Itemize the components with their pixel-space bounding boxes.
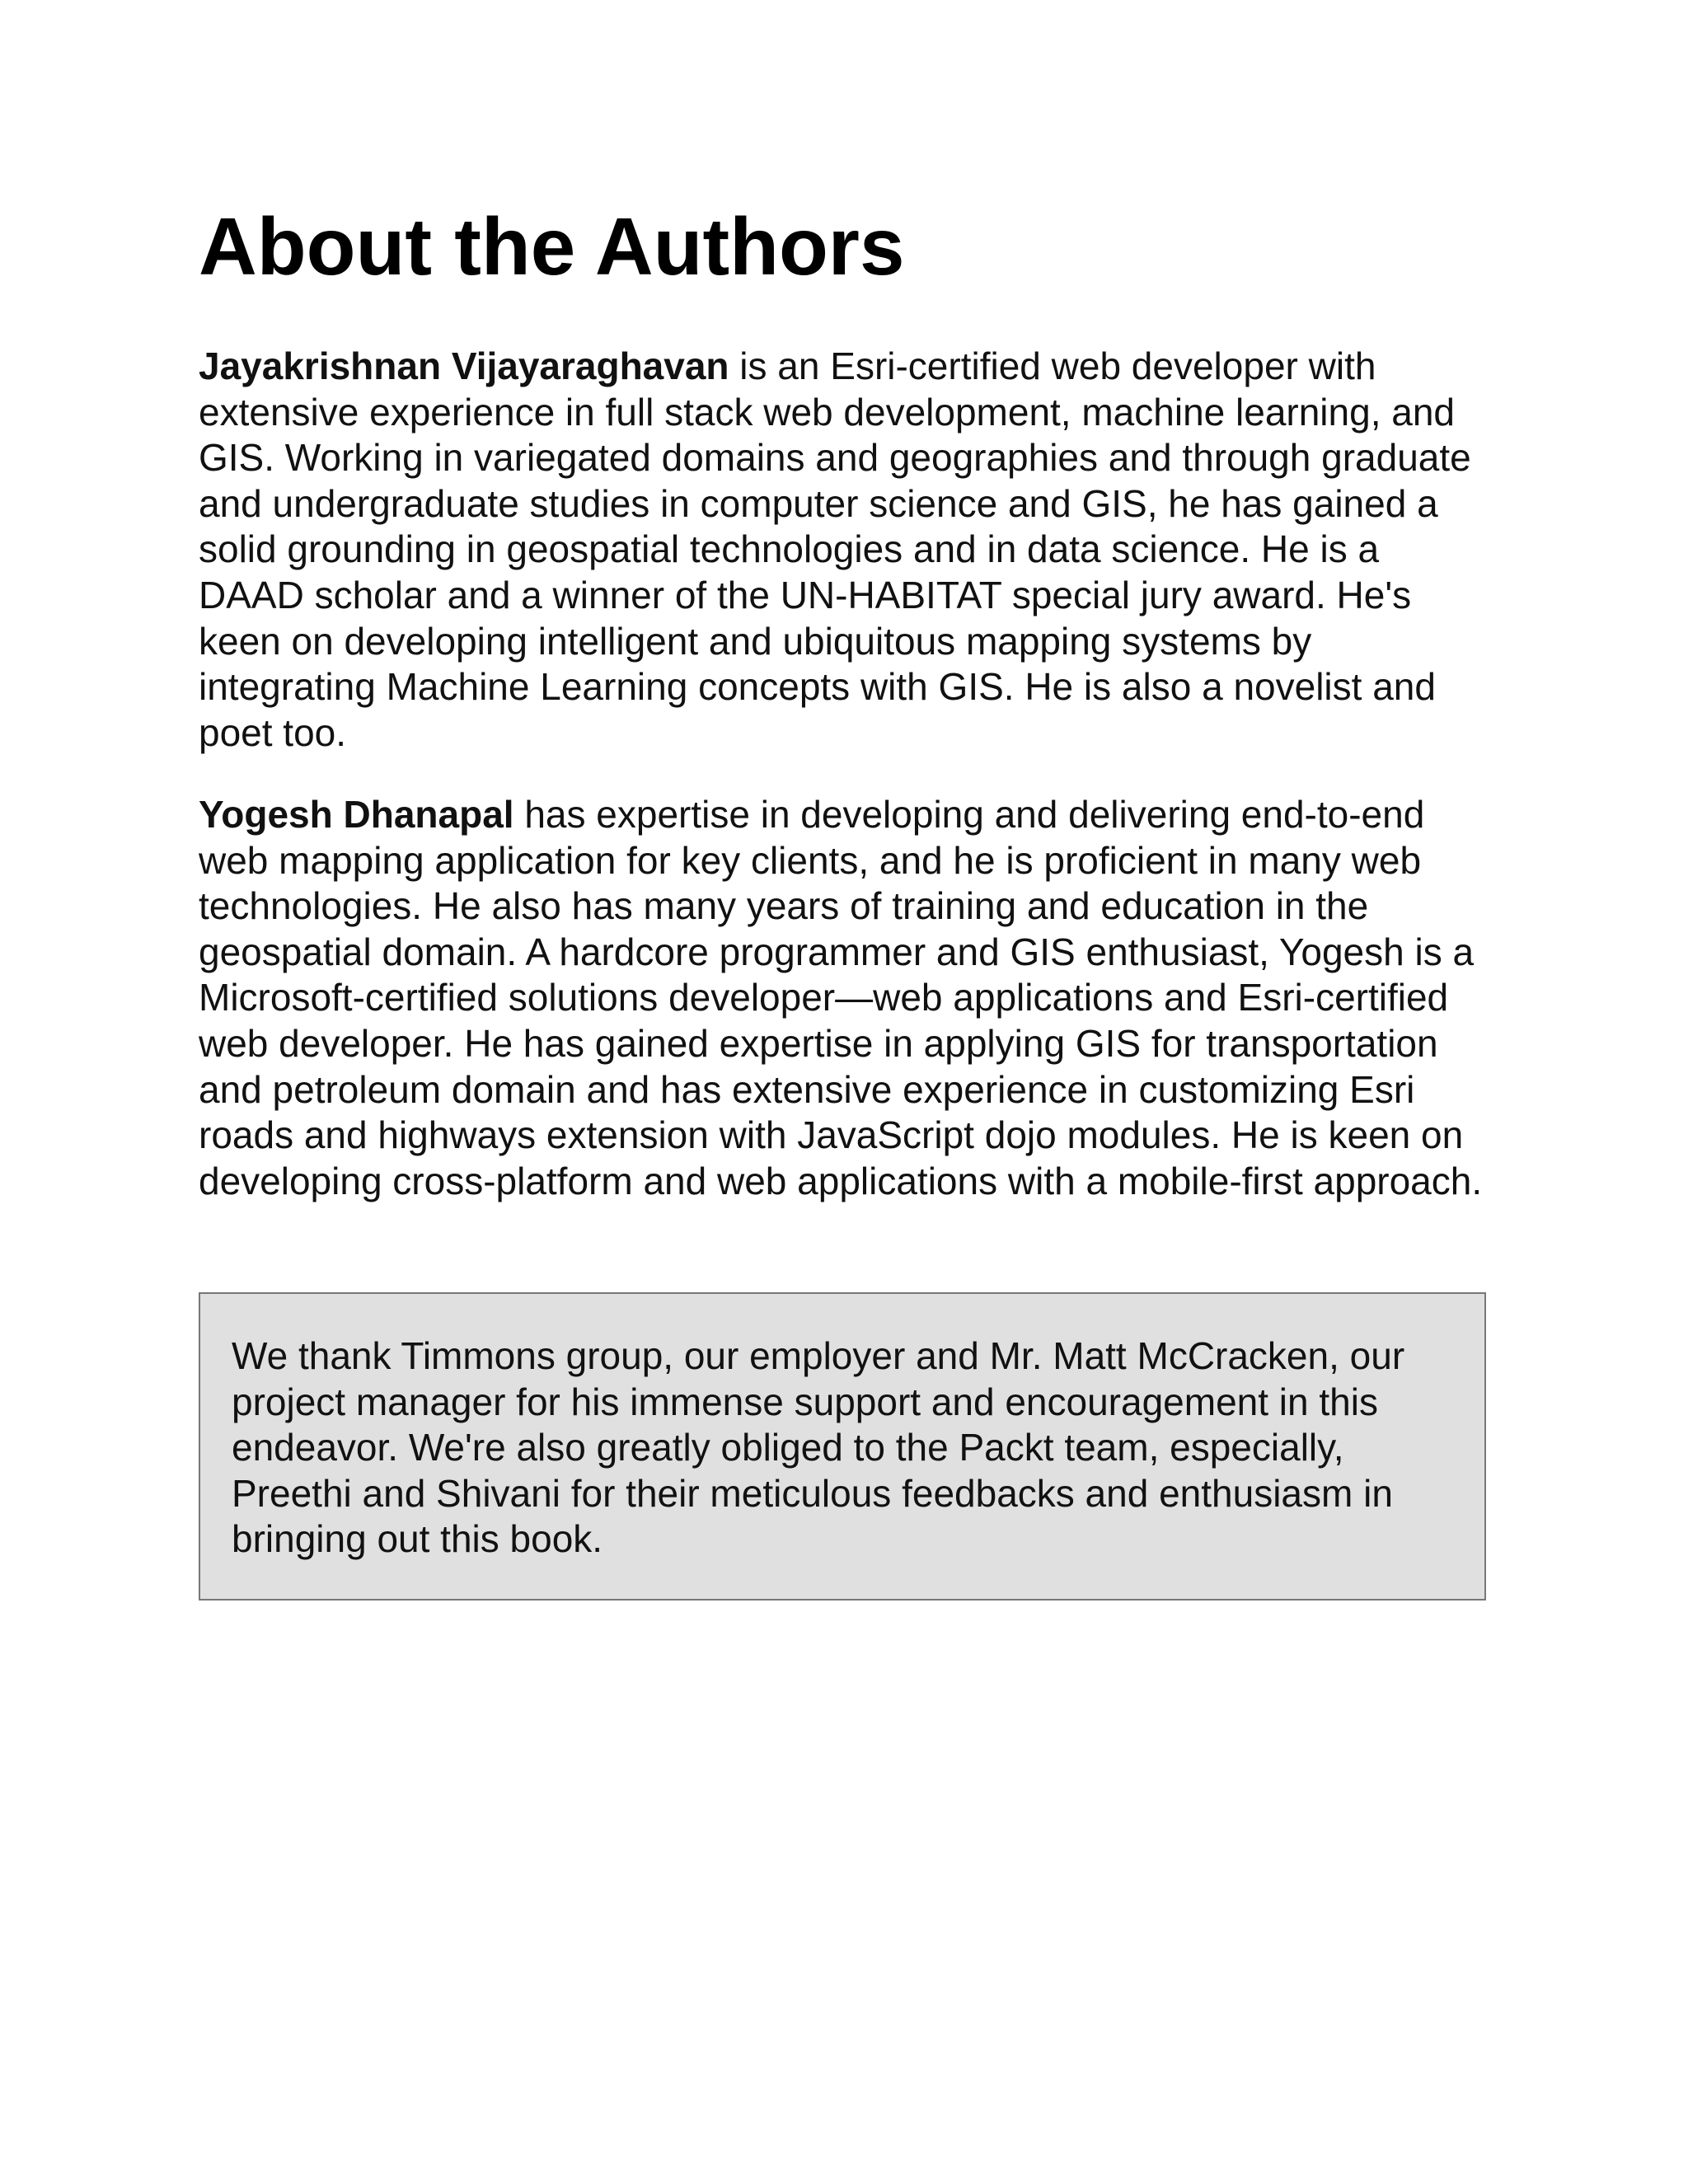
author-bio-text: is an Esri-certified web developer with extensive experience in full stack web development, machine learning, and GIS. Working in variegated domains and geographies and through graduate and undergraduate studies in computer science and GIS, he has gained a solid grounding in geospatial technologies and in data science. He is a DAAD scholar and a winner of the UN-HABITAT special jury award. He's keen on developing intelligent and ubiquitous mapping systems by integrating Machine Learning concepts with GIS. He is also a novelist and poet too. [199, 344, 1471, 754]
author-bio-yogesh [199, 792, 1489, 1204]
acknowledgement-text: We thank Timmons group, our employer and Mr. Matt McCracken, our project manager for his immense support and encouragement in this endeavor. We're also greatly obliged to the Packt team, especially, Preethi and Shivani for their meticulous feedbacks and enthusiasm in bringing out this book. [232, 1334, 1405, 1561]
acknowledgement-box [199, 1292, 1486, 1601]
author-bio-jayakrishnan [199, 344, 1489, 756]
author-name: Yogesh Dhanapal [199, 793, 514, 836]
author-name: Jayakrishnan Vijayaraghavan [199, 344, 729, 387]
author-bio-text: has expertise in developing and delivering end-to-end web mapping application for key clients, and he is proficient in many web technologies. He also has many years of training and education in the geospatial domain. A hardcore programmer and GIS enthusiast, Yogesh is a Microsoft-certified solutions developer—web applications and Esri-certified web developer. He has gained expertise in applying GIS for transportation and petroleum domain and has extensive experience in customizing Esri roads and highways extension with JavaScript dojo modules. He is keen on developing cross-platform and web applications with a mobile-first approach. [199, 793, 1483, 1202]
page-title: About the Authors [199, 201, 905, 292]
